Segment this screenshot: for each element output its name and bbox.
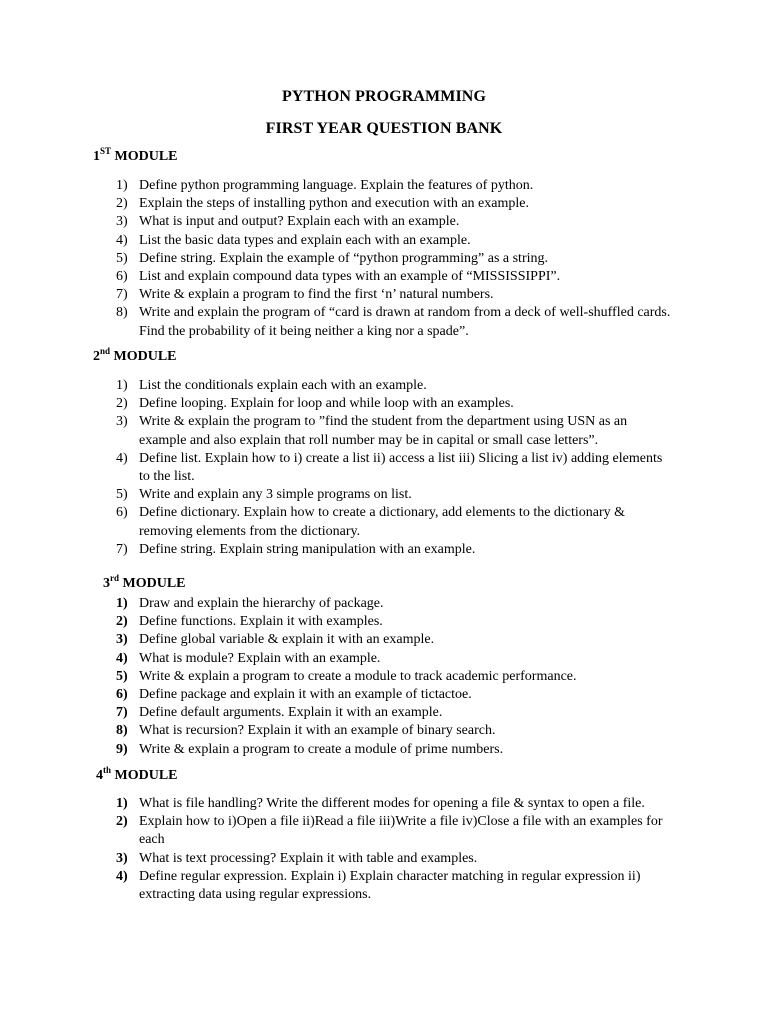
list-item [0,595,768,613]
question-number: 2) [116,614,128,630]
list-item [0,686,768,704]
question-text: Define list. Explain how to i) create a list ii) access a list iii) Slicing a list iv) adding elements to the list. [139,450,663,485]
module-3-heading [103,573,186,592]
question-text: Define looping. Explain for loop and while loop with an examples. [139,396,514,412]
question-number: 3) [116,414,128,430]
module-2-heading [93,346,177,365]
question-text: Write and explain the program of “card is drawn at random from a deck of well-shuffled cards. Find the probability of it being neither a king nor a spade”. [139,305,671,339]
question-text: What is module? Explain with an example. [139,650,381,666]
question-text: List the conditionals explain each with an example. [139,378,427,393]
question-number: 1) [116,178,128,193]
question-text: Define default arguments. Explain it with an example. [139,705,443,721]
question-text: What is file handling? Write the different modes for opening a file & syntax to open a file. [139,796,645,811]
list-item [0,268,768,286]
question-number: 5) [116,487,128,503]
list-item [0,213,768,231]
question-text: What is input and output? Explain each with an example. [139,214,460,230]
module-2-questions [0,377,768,559]
list-item [0,486,768,504]
question-number: 6) [116,505,128,521]
module-ordinal: 3 [103,576,110,591]
question-number: 1) [116,378,128,393]
question-text: Draw and explain the hierarchy of package. [139,596,384,611]
list-item [0,741,768,759]
question-text: Write & explain a program to create a module of prime numbers. [139,741,504,757]
question-number: 2) [116,814,128,830]
question-text: Write and explain any 3 simple programs on list. [139,487,412,503]
question-text: Define python programming language. Explain the features of python. [139,178,534,193]
module-label: MODULE [122,576,186,591]
list-item [0,413,768,449]
list-item [0,668,768,686]
question-text: Define package and explain it with an example of tictactoe. [139,687,472,703]
question-number: 8) [116,305,128,321]
module-1-questions [0,177,768,341]
question-text: Define global variable & explain it with an example. [139,632,435,648]
module-ordinal-suffix: rd [110,573,119,583]
module-label: MODULE [114,768,178,783]
question-number: 1) [116,796,128,811]
list-item [0,631,768,649]
question-number: 7) [116,287,128,303]
question-number: 5) [116,668,128,684]
module-4-heading [96,765,178,784]
document-title: PYTHON PROGRAMMING [281,88,486,105]
question-text: What is text processing? Explain it with table and examples. [139,850,478,866]
list-item [0,232,768,250]
question-number: 7) [116,705,128,721]
module-ordinal: 1 [93,149,100,164]
question-text: Explain the steps of installing python and execution with an example. [139,196,529,212]
list-item [0,195,768,213]
question-text: Define string. Explain string manipulation with an example. [139,541,476,557]
list-item [0,722,768,740]
question-number: 2) [116,196,128,212]
list-item [0,304,768,340]
module-3-questions [0,595,768,759]
module-ordinal: 4 [96,768,103,783]
list-item [0,650,768,668]
question-text: Define regular expression. Explain i) Explain character matching in regular expression ii) extracting data using regular expressions. [139,868,641,903]
question-number: 6) [116,269,128,285]
list-item [0,377,768,395]
list-item [0,250,768,268]
question-number: 7) [116,541,128,557]
module-label: MODULE [113,349,177,364]
question-text: Write & explain a program to create a module to track academic performance. [139,668,577,684]
list-item [0,541,768,559]
question-number: 4) [116,650,128,666]
question-text: Define string. Explain the example of “python programming” as a string. [139,250,549,266]
question-number: 1) [116,596,128,611]
module-ordinal-suffix: th [103,765,112,775]
question-text: Define dictionary. Explain how to create a dictionary, add elements to the dictionary & removing elements from the dictionary. [139,505,626,539]
question-number: 8) [116,723,128,739]
module-1-heading [93,146,178,165]
module-ordinal: 2 [93,349,100,364]
question-number: 4) [116,450,128,466]
question-text: List the basic data types and explain each with an example. [139,232,471,248]
list-item [0,795,768,813]
list-item [0,704,768,722]
question-text: What is recursion? Explain it with an example of binary search. [139,723,496,739]
question-text: Explain how to i)Open a file ii)Read a file iii)Write a file iv)Close a file with an examples for each [139,814,663,848]
module-label: MODULE [114,149,178,164]
document-subtitle: FIRST YEAR QUESTION BANK [265,120,503,137]
module-ordinal-suffix: ST [100,146,112,156]
question-text: Write & explain a program to find the first ‘n’ natural numbers. [139,287,494,303]
question-number: 2) [116,396,128,412]
question-number: 6) [116,687,128,703]
list-item [0,850,768,868]
question-text: Define functions. Explain it with examples. [139,614,383,630]
module-4-questions [0,795,768,904]
question-text: Write & explain the program to ”find the student from the department using USN as an example and also explain that roll number may be in capital or small case letters”. [139,414,628,448]
list-item [0,395,768,413]
question-number: 5) [116,250,128,266]
list-item [0,450,768,486]
question-number: 4) [116,868,128,884]
question-number: 3) [116,632,128,648]
list-item [0,504,768,540]
question-number: 3) [116,850,128,866]
list-item [0,868,768,904]
list-item [0,177,768,195]
question-number: 3) [116,214,128,230]
question-text: List and explain compound data types with an example of “MISSISSIPPI”. [139,269,561,285]
module-ordinal-suffix: nd [100,346,111,356]
list-item [0,813,768,849]
question-number: 9) [116,741,128,757]
list-item [0,613,768,631]
list-item [0,286,768,304]
question-number: 4) [116,232,128,248]
